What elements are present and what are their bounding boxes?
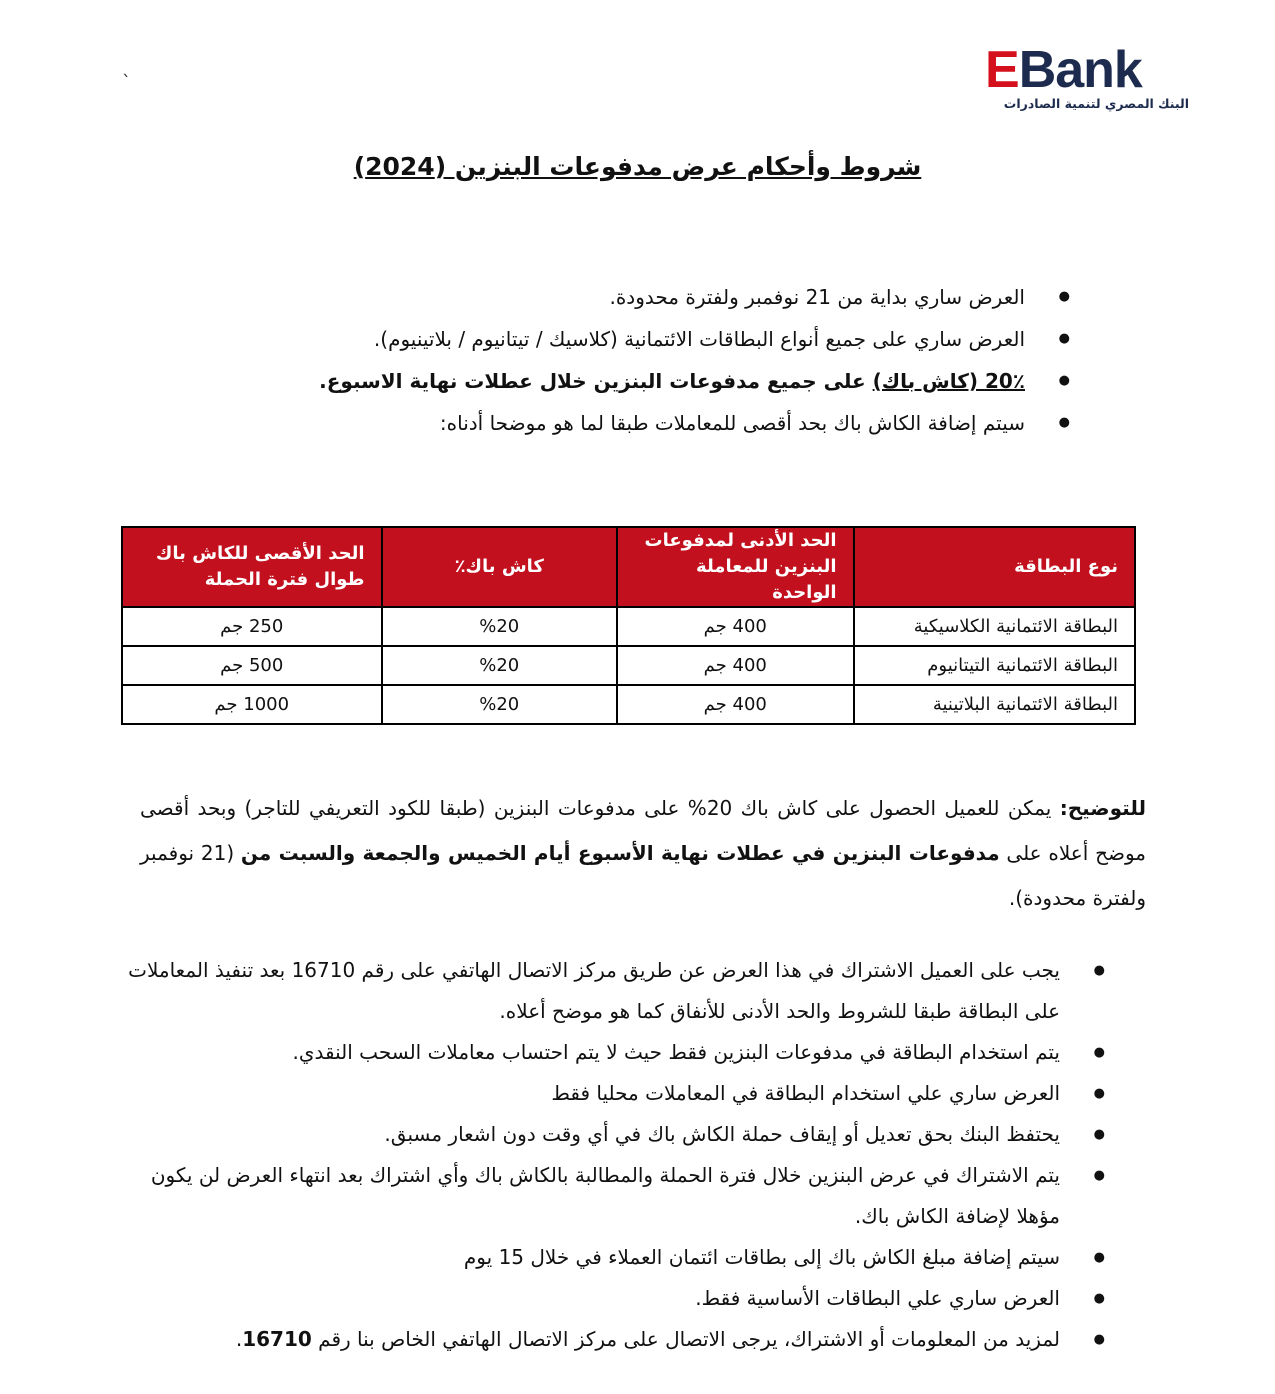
list-item <box>125 1319 1105 1360</box>
logo-e-letter: E <box>985 41 1019 99</box>
clarification-paragraph <box>140 786 1146 921</box>
header-max-cashback: الحد الأقصى للكاش باك طوال فترة الحملة <box>122 527 382 607</box>
header-cashback-pct: كاش باك٪ <box>382 527 617 607</box>
cell-card-type: البطاقة الائتمانية البلاتينية <box>854 685 1135 724</box>
list-item: ● يحتفظ البنك بحق تعديل أو إيقاف حملة الكاش باك في أي وقت دون اشعار مسبق. <box>125 1114 1105 1155</box>
header-min-payment: الحد الأدنى لمدفوعات البنزين للمعاملة الواحدة <box>617 527 854 607</box>
cashback-highlight: 20٪ (كاش باك) <box>872 369 1025 393</box>
table-header-row <box>122 527 1135 607</box>
logo-subtitle: البنك المصري لتنمية الصادرات <box>1003 96 1189 111</box>
clarification-text-end: (21 نوفمبر ولفترة محدودة). <box>140 841 1146 910</box>
table-row <box>122 685 1135 724</box>
hotline-number: 16710 <box>242 1327 312 1351</box>
contact-text-end: . <box>235 1327 243 1351</box>
clarification-label: للتوضيح: <box>1059 796 1146 820</box>
header-card-type: نوع البطاقة <box>854 527 1135 607</box>
cell-max-cashback: 500 جم <box>122 646 382 685</box>
cell-min-payment: 400 جم <box>617 685 854 724</box>
cell-cashback-pct: %20 <box>382 646 617 685</box>
logo-bank-letters: Bank <box>1018 41 1142 99</box>
cell-card-type: البطاقة الائتمانية التيتانيوم <box>854 646 1135 685</box>
list-item: ● العرض ساري بداية من 21 نوفمبر ولفترة محدودة. <box>150 276 1070 318</box>
clarification-bold-text: مدفوعات البنزين في عطلات نهاية الأسبوع أيام الخميس والجمعة والسبت من <box>240 841 1000 865</box>
list-item: ● العرض ساري علي استخدام البطاقة في المعاملات محليا فقط <box>125 1073 1105 1114</box>
list-item: ● سيتم إضافة الكاش باك بحد أقصى للمعاملات طبقا لما هو موضحا أدناه: <box>150 402 1070 444</box>
list-item: ● سيتم إضافة مبلغ الكاش باك إلى بطاقات ائتمان العملاء في خلال 15 يوم <box>125 1237 1105 1278</box>
page-title: شروط وأحكام عرض مدفوعات البنزين (2024) <box>353 152 922 181</box>
cashback-highlight-rest: على جميع مدفوعات البنزين خلال عطلات نهاية الاسبوع. <box>319 369 873 393</box>
clarification-text: يمكن للعميل الحصول على كاش باك 20% على مدفوعات البنزين (طبقا للكود التعريفي للتاجر) وبحد أقصى موضح أعلاه على <box>140 796 1147 865</box>
cell-min-payment: 400 جم <box>617 646 854 685</box>
list-item: ● العرض ساري علي البطاقات الأساسية فقط. <box>125 1278 1105 1319</box>
list-item: ● العرض ساري على جميع أنواع البطاقات الائتمانية (كلاسيك / تيتانيوم / بلاتينيوم). <box>150 318 1070 360</box>
list-item: ● يجب على العميل الاشتراك في هذا العرض عن طريق مركز الاتصال الهاتفي على رقم 16710 بعد تنفيذ المعاملات على البطاقة طبقا للشروط والحد الأدنى للأنفاق كما هو موضح أعلاه. <box>125 950 1105 1032</box>
cashback-table <box>121 526 1136 725</box>
cell-min-payment: 400 جم <box>617 607 854 646</box>
list-item: ● يتم الاشتراك في عرض البنزين خلال فترة الحملة والمطالبة بالكاش باك وأي اشتراك بعد انتهاء العرض لن يكون مؤهلا لإضافة الكاش باك. <box>125 1155 1105 1237</box>
table-row <box>122 607 1135 646</box>
ebank-logo <box>985 41 1195 114</box>
terms-bullet-list <box>125 950 1105 1360</box>
contact-text: لمزيد من المعلومات أو الاشتراك، يرجى الاتصال على مركز الاتصال الهاتفي الخاص بنا رقم <box>311 1327 1060 1351</box>
cell-max-cashback: 250 جم <box>122 607 382 646</box>
table-row <box>122 646 1135 685</box>
cell-cashback-pct: %20 <box>382 607 617 646</box>
logo-wordmark <box>985 41 1142 99</box>
list-item: ● يتم استخدام البطاقة في مدفوعات البنزين فقط حيث لا يتم احتساب معاملات السحب النقدي. <box>125 1032 1105 1073</box>
cell-max-cashback: 1000 جم <box>122 685 382 724</box>
list-item <box>150 360 1070 402</box>
intro-bullet-list <box>150 276 1070 444</box>
cell-card-type: البطاقة الائتمانية الكلاسيكية <box>854 607 1135 646</box>
cell-cashback-pct: %20 <box>382 685 617 724</box>
stray-mark: ` <box>122 72 131 93</box>
